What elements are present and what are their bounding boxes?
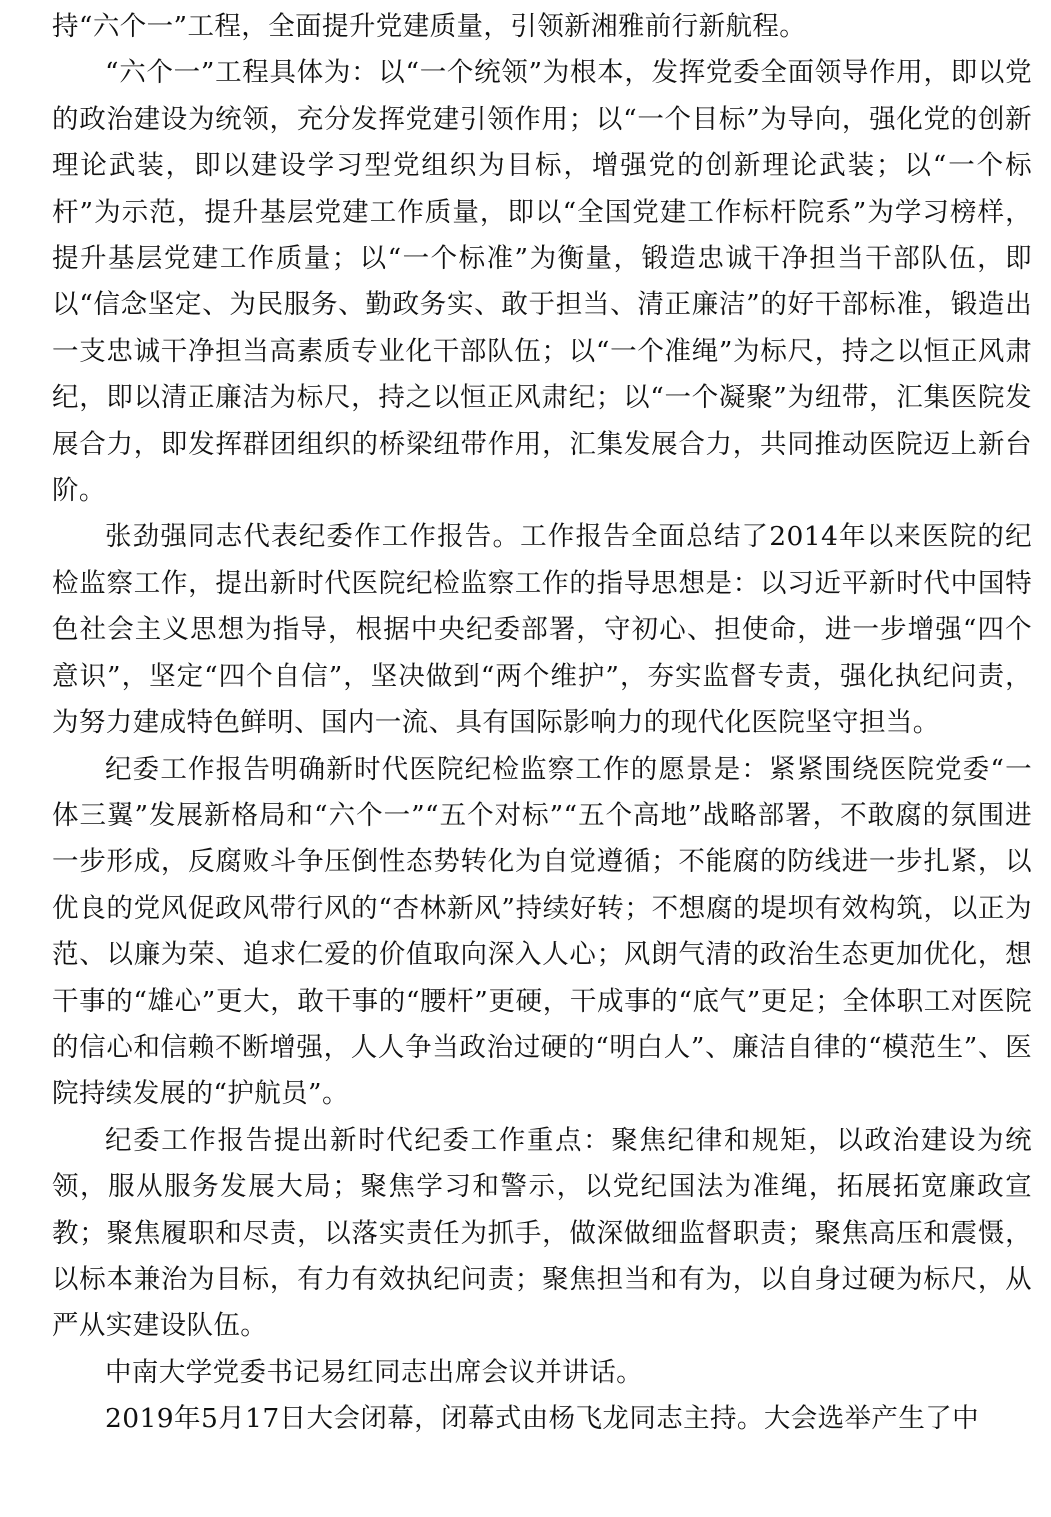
paragraph-six-ones-project: “六个一”工程具体为：以“一个统领”为根本，发挥党委全面领导作用，即以党的政治建设为统领，充分发挥党建引领作用；以“一个目标”为导向，强化党的创新理论武装，即以建设学习型党组织为目标，增强党的创新理论武装；以“一个标杆”为示范，提升基层党建工作质量，即以“全国党建工作标杆院系”为学习榜样，提升基层党建工作质量；以“一个标准”为衡量，锻造忠诚干净担当干部队伍，即以“信念坚定、为民服务、勤政务实、敢于担当、清正廉洁”的好干部标准，锻造出一支忠诚干净担当高素质专业化干部队伍；以“一个准绳”为标尺，持之以恒正风肃纪，即以清正廉洁为标尺，持之以恒正风肃纪；以“一个凝聚”为纽带，汇集医院发展合力，即发挥群团组织的桥梁纽带作用，汇集发展合力，共同推动医院迈上新台阶。	[52, 57, 1032, 507]
paragraph-continuation: 持“六个一”工程，全面提升党建质量，引领新湘雅前行新航程。	[52, 11, 807, 42]
document-page	[52, 4, 1032, 1443]
paragraph-discipline-report: 张劲强同志代表纪委作工作报告。工作报告全面总结了2014年以来医院的纪检监察工作，提出新时代医院纪检监察工作的指导思想是：以习近平新时代中国特色社会主义思想为指导，根据中央纪委部署，守初心、担使命，进一步增强“四个意识”，坚定“四个自信”，坚决做到“两个维护”，夯实监督专责，强化执纪问责，为努力建成特色鲜明、国内一流、具有国际影响力的现代化医院坚守担当。	[52, 521, 1032, 739]
paragraph-university-speech: 中南大学党委书记易红同志出席会议并讲话。	[105, 1356, 643, 1388]
paragraph-closing-session: 2019年5月17日大会闭幕，闭幕式由杨飞龙同志主持。大会选举产生了中	[105, 1403, 980, 1435]
paragraph-discipline-priorities: 纪委工作报告提出新时代纪委工作重点：聚焦纪律和规矩，以政治建设为统领，服从服务发展大局；聚焦学习和警示，以党纪国法为准绳，拓展拓宽廉政宣教；聚焦履职和尽责，以落实责任为抓手，做深做细监督职责；聚焦高压和震慑，以标本兼治为目标，有力有效执纪问责；聚焦担当和有为，以自身过硬为标尺，从严从实建设队伍。	[52, 1124, 1032, 1342]
paragraph-discipline-vision: 纪委工作报告明确新时代医院纪检监察工作的愿景是：紧紧围绕医院党委“一体三翼”发展新格局和“六个一”“五个对标”“五个高地”战略部署，不敢腐的氛围进一步形成，反腐败斗争压倒性态势转化为自觉遵循；不能腐的防线进一步扎紧，以优良的党风促政风带行风的“杏林新风”持续好转；不想腐的堤坝有效构筑，以正为范、以廉为荣、追求仁爱的价值取向深入人心；风朗气清的政治生态更加优化，想干事的“雄心”更大，敢干事的“腰杆”更硬，干成事的“底气”更足；全体职工对医院的信心和信赖不断增强，人人争当政治过硬的“明白人”、廉洁自律的“模范生”、医院持续发展的“护航员”。	[52, 753, 1032, 1110]
